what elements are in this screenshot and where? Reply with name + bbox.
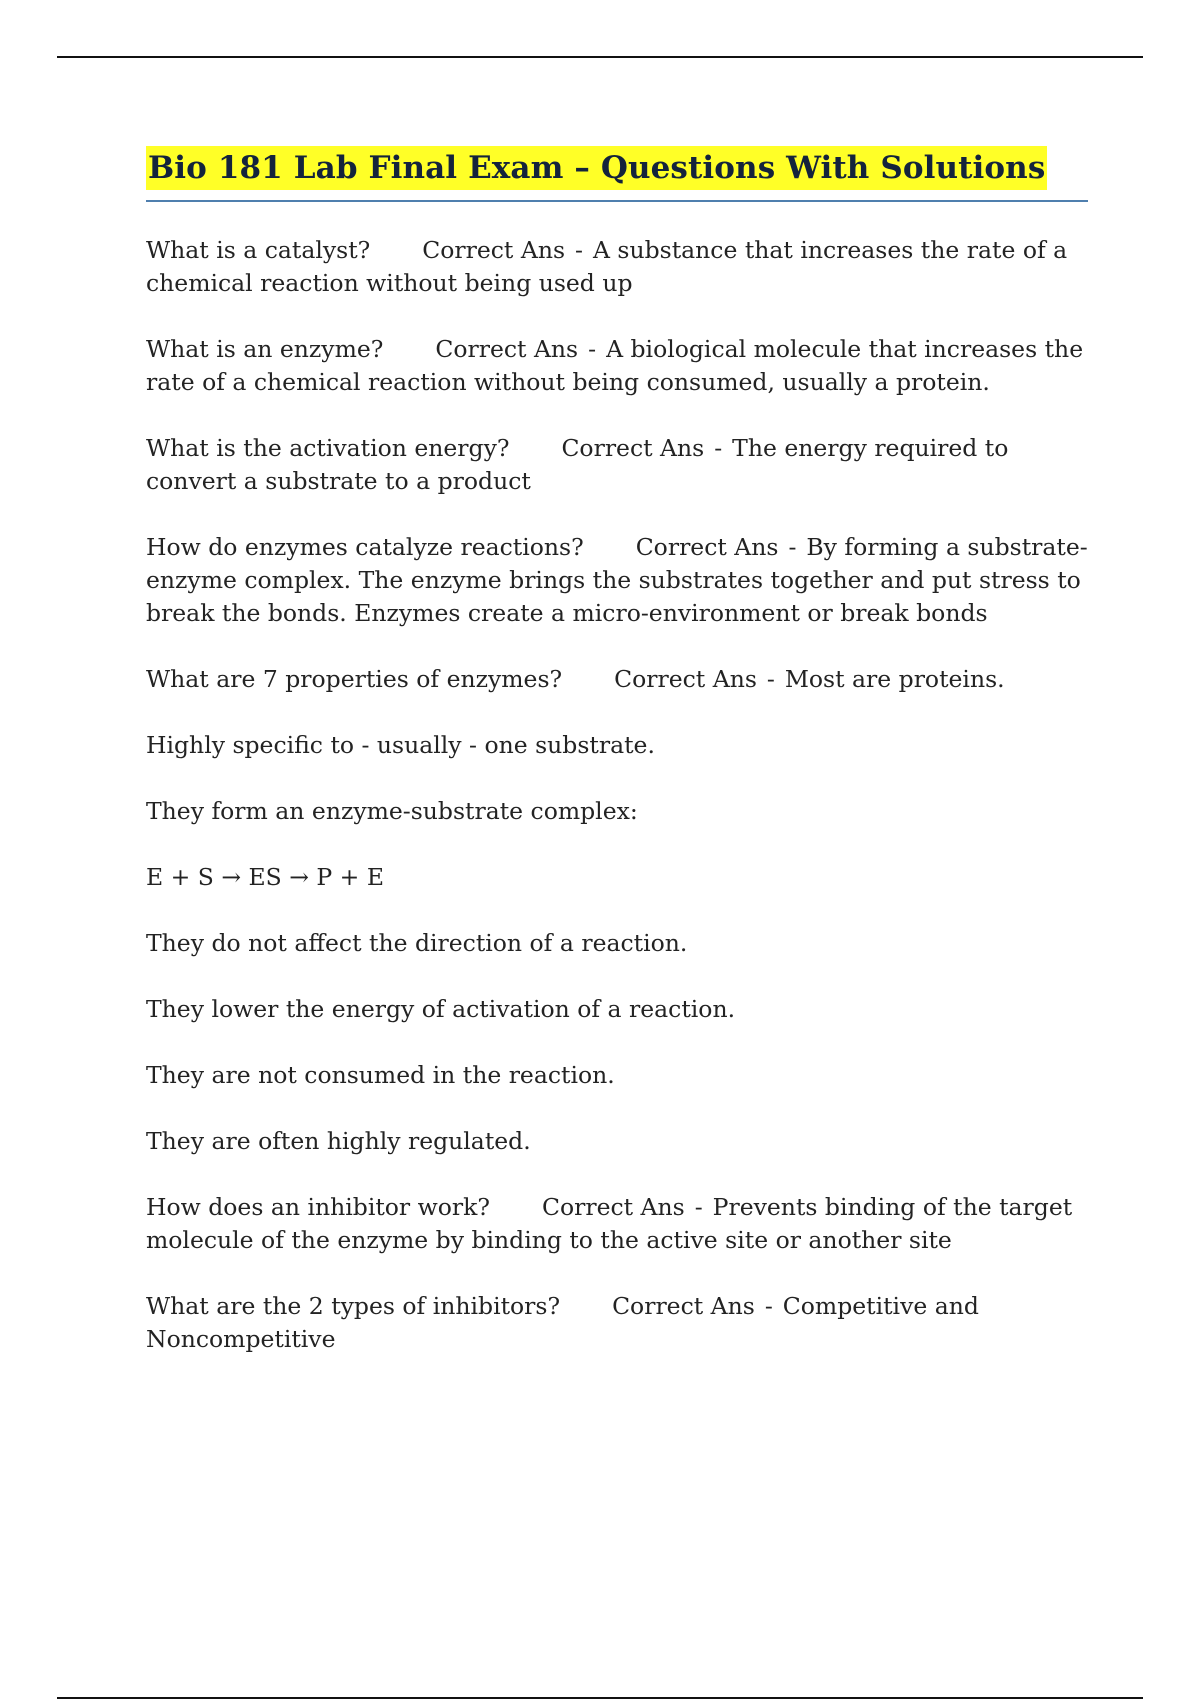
answer-text: The energy required to convert a substrate to a product — [146, 434, 1009, 495]
reaction-equation: E + S → ES → P + E — [146, 863, 384, 891]
answer-dash: - — [575, 236, 583, 264]
answer-dash: - — [764, 1292, 773, 1320]
question-text: What is the activation energy? — [146, 434, 510, 462]
question-text: What is an enzyme? — [146, 335, 384, 363]
property-line: They do not affect the direction of a reaction. — [146, 929, 688, 957]
answer-label: Correct Ans — [541, 1193, 685, 1221]
qa-item-inhibitor — [146, 1191, 1088, 1257]
answer-text: By forming a substrate-enzyme complex. The enzyme brings the substrates together and put stress to break the bonds. Enzymes create a micro-environment or break bonds — [146, 533, 1088, 627]
footer-rule — [57, 1697, 1143, 1699]
question-text: What are 7 properties of enzymes? — [146, 665, 563, 693]
answer-text: Competitive and Noncompetitive — [146, 1292, 979, 1353]
property-line: They lower the energy of activation of a reaction. — [146, 995, 736, 1023]
header-rule — [57, 56, 1143, 58]
qa-item-catalyst — [146, 234, 1088, 300]
answer-text: A substance that increases the rate of a chemical reaction without being used up — [146, 236, 1068, 297]
answer-text: Prevents binding of the target molecule of the enzyme by binding to the active site or another site — [146, 1193, 1073, 1254]
answer-text: A biological molecule that increases the rate of a chemical reaction without being consumed, usually a protein. — [146, 335, 1084, 396]
answer-label: Correct Ans — [561, 434, 705, 462]
question-text: What is a catalyst? — [146, 236, 371, 264]
property-line: They form an enzyme-substrate complex: — [146, 797, 638, 825]
question-text: How does an inhibitor work? — [146, 1193, 490, 1221]
qa-item-enzyme — [146, 333, 1088, 399]
qa-item-catalyze — [146, 531, 1088, 630]
qa-item-properties — [146, 663, 1088, 696]
answer-label: Correct Ans — [614, 665, 757, 693]
answer-text: Most are proteins. — [784, 665, 1005, 693]
answer-dash: - — [588, 335, 597, 363]
answer-dash: - — [766, 665, 775, 693]
question-text: What are the 2 types of inhibitors? — [146, 1292, 561, 1320]
title-block — [146, 146, 1088, 202]
answer-label: Correct Ans — [435, 335, 579, 363]
property-line: Highly specific to - usually - one substrate. — [146, 731, 655, 759]
question-text: How do enzymes catalyze reactions? — [146, 533, 584, 561]
page-title: Bio 181 Lab Final Exam – Questions With Solutions — [146, 146, 1047, 190]
answer-dash: - — [714, 434, 723, 462]
qa-item-activation-energy — [146, 432, 1088, 498]
property-line: They are often highly regulated. — [146, 1127, 531, 1155]
property-line: They are not consumed in the reaction. — [146, 1061, 615, 1089]
answer-label: Correct Ans — [422, 236, 566, 264]
answer-label: Correct Ans — [635, 533, 779, 561]
answer-dash: - — [788, 533, 797, 561]
answer-dash: - — [694, 1193, 703, 1221]
answer-label: Correct Ans — [612, 1292, 755, 1320]
qa-item-inhibitor-types — [146, 1290, 1088, 1356]
document-body — [146, 146, 1088, 1389]
